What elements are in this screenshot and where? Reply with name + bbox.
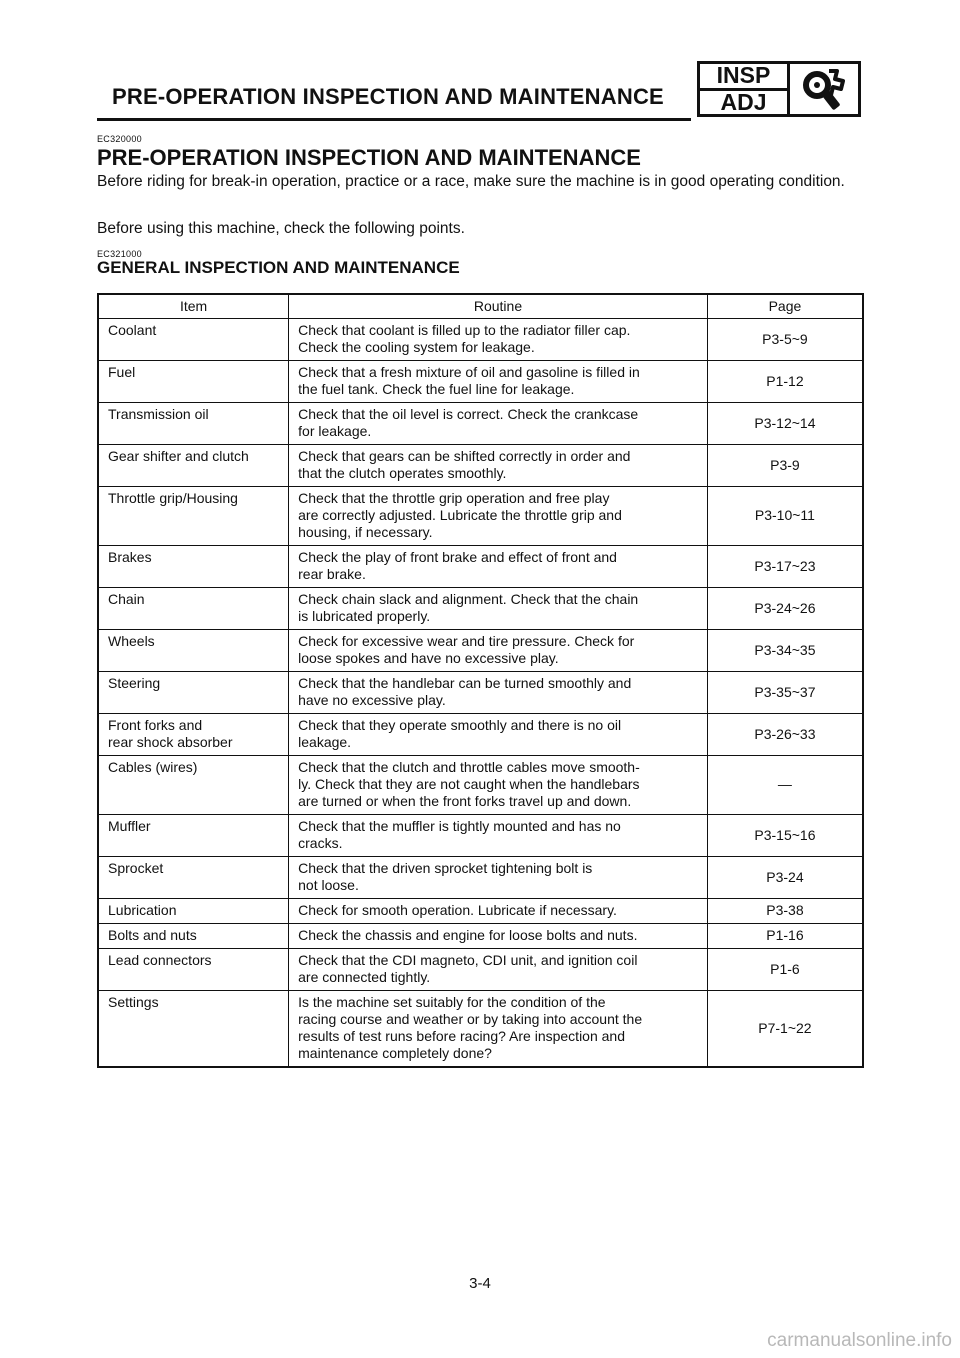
cell-page: P3-35~37 [707, 672, 863, 714]
section-tab-adj: ADJ [720, 88, 767, 115]
cell-item: Steering [98, 672, 289, 714]
section-code-2: EC321000 [97, 249, 142, 259]
cell-page: P3-26~33 [707, 714, 863, 756]
cell-item: Chain [98, 588, 289, 630]
table-row [98, 546, 863, 588]
table-row [98, 949, 863, 991]
cell-page: P7-1~22 [707, 991, 863, 1068]
cell-page: P3-17~23 [707, 546, 863, 588]
watermark: carmanualsonline.info [767, 1330, 952, 1351]
table-row [98, 361, 863, 403]
cell-page: P3-24~26 [707, 588, 863, 630]
cell-routine: Check that coolant is filled up to the radiator filler cap. Check the cooling system for leakage. [289, 319, 708, 361]
cell-item: Throttle grip/Housing [98, 487, 289, 546]
cell-page: P3-12~14 [707, 403, 863, 445]
cell-item: Settings [98, 991, 289, 1068]
cell-routine: Check that the throttle grip operation and free play are correctly adjusted. Lubricate the throttle grip and housing, if necessary. [289, 487, 708, 546]
cell-routine: Check chain slack and alignment. Check that the chain is lubricated properly. [289, 588, 708, 630]
section-tab-insp: INSP [700, 64, 787, 91]
cell-routine: Check that the oil level is correct. Check the crankcase for leakage. [289, 403, 708, 445]
cell-routine: Check the play of front brake and effect of front and rear brake. [289, 546, 708, 588]
cell-page: P3-38 [707, 899, 863, 924]
cell-item: Front forks and rear shock absorber [98, 714, 289, 756]
table-row [98, 815, 863, 857]
table-row [98, 672, 863, 714]
cell-item: Cables (wires) [98, 756, 289, 815]
cell-routine: Check that they operate smoothly and there is no oil leakage. [289, 714, 708, 756]
cell-page: P3-9 [707, 445, 863, 487]
page-header-title: PRE-OPERATION INSPECTION AND MAINTENANCE [112, 84, 664, 109]
table-row [98, 899, 863, 924]
intro-paragraph-2: Before using this machine, check the following points. [97, 220, 465, 237]
cell-routine: Check that the handlebar can be turned smoothly and have no excessive play. [289, 672, 708, 714]
table-row [98, 857, 863, 899]
cell-routine: Check that a fresh mixture of oil and gasoline is filled in the fuel tank. Check the fuel line for leakage. [289, 361, 708, 403]
cell-routine: Check the chassis and engine for loose bolts and nuts. [289, 924, 708, 949]
inspection-table [97, 293, 864, 1068]
cell-item: Gear shifter and clutch [98, 445, 289, 487]
cell-page: P3-24 [707, 857, 863, 899]
cell-item: Brakes [98, 546, 289, 588]
column-header-routine: Routine [289, 294, 708, 319]
table-row [98, 756, 863, 815]
page-number: 3-4 [469, 1275, 491, 1292]
cell-item: Bolts and nuts [98, 924, 289, 949]
cell-routine: Is the machine set suitably for the condition of the racing course and weather or by taking into account the results of test runs before racing? Are inspection and maintenance completely done? [289, 991, 708, 1068]
section-code-1: EC320000 [97, 134, 142, 144]
table-row [98, 487, 863, 546]
column-header-page: Page [707, 294, 863, 319]
table-row [98, 319, 863, 361]
cell-page: P1-6 [707, 949, 863, 991]
table-row [98, 588, 863, 630]
cell-item: Lubrication [98, 899, 289, 924]
section-heading-2: GENERAL INSPECTION AND MAINTENANCE [97, 258, 460, 277]
table-row [98, 924, 863, 949]
cell-page: P1-12 [707, 361, 863, 403]
header-rule [97, 118, 691, 121]
wrench-magnifier-icon [790, 64, 858, 114]
cell-routine: Check that gears can be shifted correctly in order and that the clutch operates smoothly. [289, 445, 708, 487]
cell-item: Wheels [98, 630, 289, 672]
section-tab [697, 61, 861, 117]
cell-item: Sprocket [98, 857, 289, 899]
table-row [98, 714, 863, 756]
cell-routine: Check for excessive wear and tire pressure. Check for loose spokes and have no excessive play. [289, 630, 708, 672]
table-row [98, 445, 863, 487]
cell-page: P1-16 [707, 924, 863, 949]
section-tab-labels [700, 64, 790, 114]
cell-routine: Check for smooth operation. Lubricate if necessary. [289, 899, 708, 924]
table-row [98, 403, 863, 445]
cell-page: P3-15~16 [707, 815, 863, 857]
table-body [98, 319, 863, 1068]
column-header-item: Item [98, 294, 289, 319]
cell-item: Lead connectors [98, 949, 289, 991]
cell-page: P3-5~9 [707, 319, 863, 361]
cell-item: Coolant [98, 319, 289, 361]
cell-page: P3-10~11 [707, 487, 863, 546]
cell-item: Muffler [98, 815, 289, 857]
table-row [98, 991, 863, 1068]
cell-item: Fuel [98, 361, 289, 403]
cell-page: P3-34~35 [707, 630, 863, 672]
table-row [98, 630, 863, 672]
intro-paragraph-1: Before riding for break-in operation, practice or a race, make sure the machine is in good operating condition. [97, 173, 845, 190]
cell-routine: Check that the clutch and throttle cables move smooth- ly. Check that they are not caught when the handlebars are turned or when the front forks travel up and down. [289, 756, 708, 815]
table-header-row [98, 294, 863, 319]
cell-page: — [707, 756, 863, 815]
cell-routine: Check that the driven sprocket tightening bolt is not loose. [289, 857, 708, 899]
cell-routine: Check that the CDI magneto, CDI unit, and ignition coil are connected tightly. [289, 949, 708, 991]
cell-item: Transmission oil [98, 403, 289, 445]
cell-routine: Check that the muffler is tightly mounted and has no cracks. [289, 815, 708, 857]
section-heading-1: PRE-OPERATION INSPECTION AND MAINTENANCE [97, 145, 641, 170]
